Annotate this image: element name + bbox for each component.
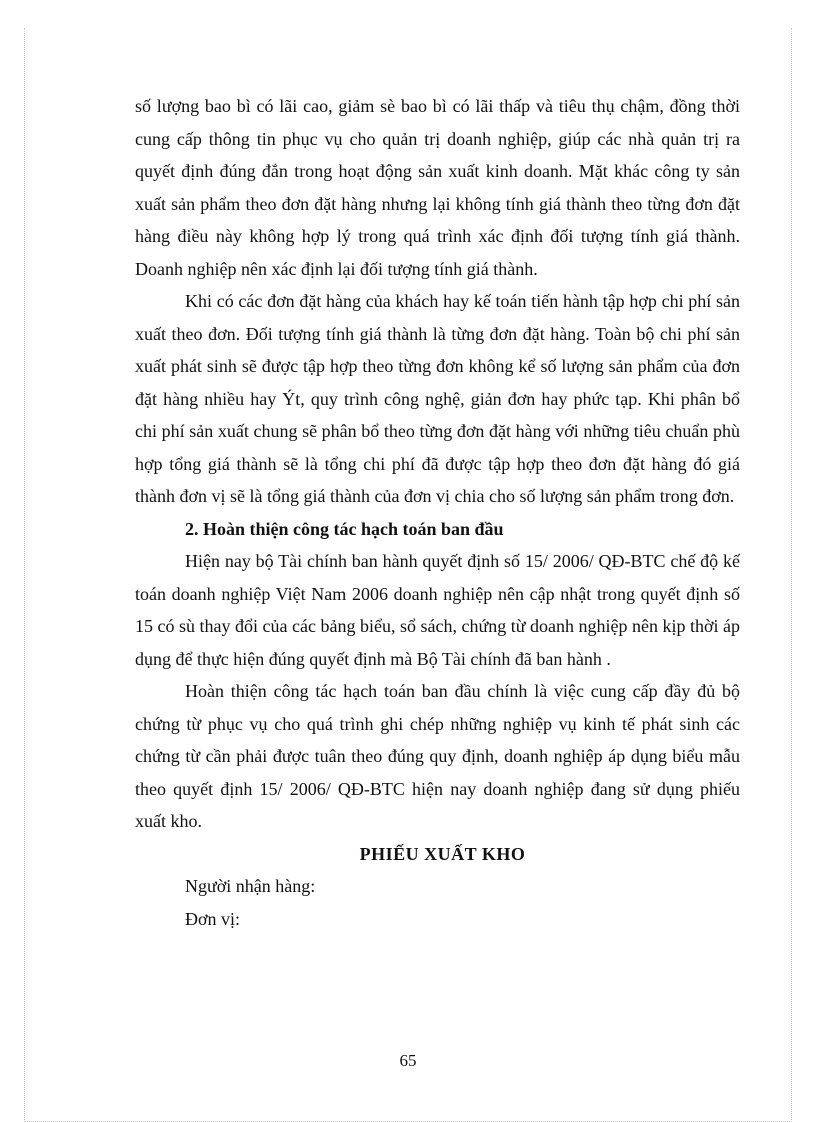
page-number: 65 [399, 1051, 417, 1070]
paragraph-intro: số lượng bao bì có lãi cao, giảm sè bao bì có lãi thấp và tiêu thụ chậm, đồng thời cung cấp thông tin phục vụ cho quản trị doanh nghiệp, giúp các nhà quản trị ra quyết định đúng đắn trong hoạt động sản xuất kinh doanh. Mặt khác công ty sản xuất sản phẩm theo đơn đặt hàng nhưng lại không tính giá thành theo từng đơn đặt hàng điều này không hợp lý trong quá trình xác định đối tượng tính giá thành. Doanh nghiệp nên xác định lại đối tượng tính giá thành. [135, 96, 740, 279]
paragraph-order-costing: Khi có các đơn đặt hàng của khách hay kế toán tiến hành tập hợp chi phí sản xuất theo đơn. Đối tượng tính giá thành là từng đơn đặt hàng. Toàn bộ chi phí sản xuất phát sinh sẽ được tập hợp theo từng đơn không kể số lượng sản phẩm của đơn đặt hàng nhiều hay Ýt, quy trình công nghệ, giản đơn hay phức tạp. Khi phân bổ chi phí sản xuất chung sẽ phân bổ theo từng đơn đặt hàng với những tiêu chuẩn phù hợp tổng giá thành sẽ là tổng chi phí đã được tập hợp theo đơn đặt hàng đó giá thành đơn vị sẽ là tổng giá thành của đơn vị chia cho số lượng sản phẩm trong đơn. [135, 291, 740, 506]
section-heading: 2. Hoàn thiện công tác hạch toán ban đầu [185, 518, 504, 539]
document-body [135, 90, 740, 935]
form-field-recipient: Người nhận hàng: [185, 876, 316, 896]
paragraph-initial-accounting: Hoàn thiện công tác hạch toán ban đầu chính là việc cung cấp đầy đủ bộ chứng từ phục vụ cho quá trình ghi chép những nghiệp vụ kinh tế phát sinh các chứng từ cần phải được tuân theo đúng quy định, doanh nghiệp áp dụng biểu mẫu theo quyết định 15/ 2006/ QĐ-BTC hiện nay doanh nghiệp đang sử dụng phiếu xuất kho. [135, 681, 740, 831]
form-field-unit: Đơn vị: [185, 908, 241, 929]
paragraph-regulation: Hiện nay bộ Tài chính ban hành quyết định số 15/ 2006/ QĐ-BTC chế độ kế toán doanh nghiệp Việt Nam 2006 doanh nghiệp nên cập nhật trong quyết định số 15 có sù thay đổi của các bảng biểu, sổ sách, chứng từ doanh nghiệp nên kịp thời áp dụng để thực hiện đúng quyết định mà Bộ Tài chính đã ban hành . [135, 551, 740, 669]
form-title: PHIẾU XUẤT KHO [359, 843, 526, 864]
